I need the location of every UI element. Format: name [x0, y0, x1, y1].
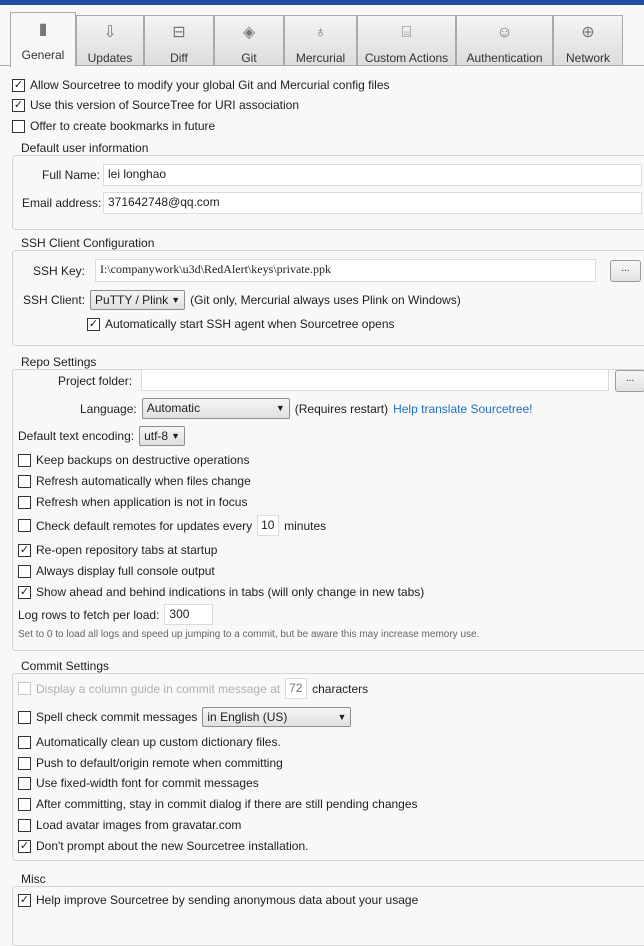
- select-value: PuTTY / Plink: [95, 293, 169, 307]
- checkbox-checked-icon: ✓: [19, 585, 30, 598]
- checkbox-label: After committing, stay in commit dialog if there are still pending changes: [36, 797, 418, 811]
- console-output-checkbox[interactable]: [18, 564, 215, 578]
- tab-authentication[interactable]: [456, 15, 553, 66]
- tab-git[interactable]: [214, 15, 284, 66]
- checkbox-checked-icon: ✓: [13, 98, 24, 111]
- checkbox-icon: [18, 496, 31, 509]
- ssh-agent-checkbox[interactable]: [87, 317, 395, 331]
- group-title: Default user information: [18, 141, 151, 155]
- ssh-client-label: SSH Client:: [23, 293, 86, 307]
- log-rows-note: Set to 0 to load all logs and speed up jumping to a commit, but be aware this may increase memory use.: [18, 629, 480, 640]
- ssh-key-input[interactable]: I:\companywork\u3d\RedAlert\keys\private.ppk: [95, 259, 596, 282]
- log-rows-input[interactable]: 300: [164, 604, 213, 625]
- spell-check-row: [18, 707, 351, 727]
- tab-divider: [0, 65, 644, 66]
- ahead-behind-checkbox[interactable]: [18, 585, 424, 599]
- cleanup-dictionary-checkbox[interactable]: [18, 735, 281, 749]
- improve-sourcetree-checkbox[interactable]: [18, 893, 418, 907]
- checkbox-icon: [18, 565, 31, 578]
- column-guide-row: [18, 678, 368, 699]
- globe-icon: ⊕: [581, 24, 595, 41]
- push-on-commit-checkbox[interactable]: [18, 756, 283, 770]
- checkbox-label: Offer to create bookmarks in future: [30, 119, 216, 133]
- ssh-client-select[interactable]: [90, 290, 185, 310]
- checkbox-checked-icon: ✓: [19, 839, 30, 852]
- restart-note: (Requires restart): [294, 401, 389, 416]
- chevron-down-icon: ▼: [171, 295, 181, 305]
- tab-general[interactable]: [10, 12, 76, 67]
- checkbox-label: Use fixed-width font for commit messages: [36, 776, 259, 790]
- chevron-down-icon: ▼: [337, 712, 347, 722]
- checkbox-icon: [18, 682, 31, 695]
- refresh-focus-checkbox[interactable]: [18, 495, 247, 509]
- toggle-icon: ▮: [38, 21, 48, 38]
- window-title-bar: [0, 0, 644, 5]
- tab-mercurial[interactable]: [284, 15, 357, 66]
- fixed-width-font-checkbox[interactable]: [18, 776, 259, 790]
- checkbox-label: Display a column guide in commit message at: [36, 681, 281, 696]
- checkbox-icon: [18, 777, 31, 790]
- email-label: Email address:: [22, 196, 102, 210]
- project-folder-browse-button[interactable]: ...: [615, 370, 644, 392]
- checkbox-label: Use this version of SourceTree for URI association: [30, 98, 299, 112]
- project-folder-label: Project folder:: [58, 374, 133, 388]
- spell-language-select[interactable]: [202, 707, 351, 727]
- checkbox-checked-icon: ✓: [13, 78, 24, 91]
- user-icon: ☺: [496, 24, 513, 41]
- checkbox-icon: [18, 736, 31, 749]
- tab-custom-actions[interactable]: [357, 15, 456, 66]
- git-icon: ◈: [242, 24, 256, 41]
- group-title: Commit Settings: [18, 659, 112, 673]
- checkbox-label: Allow Sourcetree to modify your global Git and Mercurial config files: [30, 78, 390, 92]
- checkbox-label: Load avatar images from gravatar.com: [36, 818, 242, 832]
- checkbox-label: Automatically clean up custom dictionary files.: [36, 735, 281, 749]
- gravatar-checkbox[interactable]: [18, 818, 241, 832]
- checkbox-icon: [18, 475, 31, 488]
- help-translate-link[interactable]: Help translate Sourcetree!: [393, 401, 533, 416]
- checkbox-icon: [12, 120, 25, 133]
- chevron-down-icon: ▼: [275, 403, 285, 413]
- tab-label: Authentication: [466, 51, 543, 65]
- tab-label: Mercurial: [295, 51, 346, 65]
- tab-strip: [0, 12, 644, 66]
- checkbox-icon: [18, 519, 31, 532]
- stay-in-commit-dialog-checkbox[interactable]: [18, 797, 418, 811]
- full-name-input[interactable]: lei longhao: [103, 164, 642, 186]
- ssh-key-browse-button[interactable]: ...: [610, 260, 641, 282]
- diff-icon: ⊟: [172, 24, 186, 41]
- project-folder-input[interactable]: [141, 369, 609, 391]
- email-input[interactable]: 371642748@qq.com: [103, 192, 642, 214]
- ssh-client-note: (Git only, Mercurial always uses Plink on Windows): [190, 293, 461, 307]
- language-label: Language:: [80, 401, 137, 416]
- checkbox-icon: [18, 454, 31, 467]
- column-guide-checkbox[interactable]: [18, 682, 280, 696]
- checkbox-icon: [18, 819, 31, 832]
- encoding-label: Default text encoding:: [18, 429, 135, 443]
- full-name-label: Full Name:: [42, 168, 101, 182]
- reopen-tabs-checkbox[interactable]: [18, 543, 217, 557]
- no-prompt-installation-checkbox[interactable]: [18, 839, 308, 853]
- checkbox-icon: [18, 798, 31, 811]
- group-title: SSH Client Configuration: [18, 236, 157, 250]
- tab-network[interactable]: [553, 15, 623, 66]
- tab-label: Updates: [87, 51, 133, 65]
- select-value: Automatic: [146, 401, 201, 415]
- checkbox-label: Check default remotes for updates every: [36, 518, 253, 533]
- select-value: utf-8: [144, 429, 169, 443]
- uri-association-checkbox[interactable]: [12, 98, 299, 112]
- encoding-row: [18, 426, 185, 446]
- checkbox-label: Always display full console output: [36, 564, 215, 578]
- tab-label: Git: [241, 51, 257, 65]
- checkbox-label: Help improve Sourcetree by sending anonymous data about your usage: [36, 893, 419, 907]
- tab-label: Diff: [170, 51, 188, 65]
- checkbox-icon: [18, 711, 31, 724]
- keep-backups-checkbox[interactable]: [18, 453, 249, 467]
- ssh-key-label: SSH Key:: [33, 264, 86, 278]
- tab-label: Network: [565, 51, 610, 65]
- refresh-files-checkbox[interactable]: [18, 474, 251, 488]
- check-remotes-row: [18, 515, 326, 536]
- checkbox-checked-icon: ✓: [19, 893, 30, 906]
- spell-check-checkbox[interactable]: [18, 710, 197, 724]
- checkbox-label: Spell check commit messages: [36, 710, 198, 724]
- tab-label: General: [21, 48, 65, 62]
- encoding-select[interactable]: [139, 426, 185, 446]
- mercurial-icon: ♁: [314, 24, 327, 41]
- tab-updates[interactable]: [76, 15, 144, 66]
- checkbox-icon: [18, 757, 31, 770]
- checkbox-label: Automatically start SSH agent when Sourcetree opens: [105, 317, 395, 331]
- checkbox-checked-icon: ✓: [19, 543, 30, 556]
- language-select[interactable]: [142, 398, 290, 419]
- check-remotes-checkbox[interactable]: [18, 519, 252, 533]
- tab-diff[interactable]: [144, 15, 214, 66]
- checkbox-label: Refresh automatically when files change: [36, 474, 251, 488]
- checkbox-checked-icon: ✓: [88, 317, 99, 330]
- checkbox-label: Push to default/origin remote when committing: [36, 756, 283, 770]
- ssh-client-row: [23, 290, 461, 310]
- download-icon: ⇩: [103, 24, 117, 41]
- checkbox-label: Show ahead and behind indications in tabs (will only change in new tabs): [36, 585, 425, 599]
- checkbox-label: Refresh when application is not in focus: [36, 495, 248, 509]
- column-guide-input[interactable]: 72: [285, 678, 307, 699]
- checkbox-label: Re-open repository tabs at startup: [36, 543, 218, 557]
- allow-modify-checkbox[interactable]: [12, 78, 390, 92]
- chevron-down-icon: ▼: [171, 431, 181, 441]
- check-minutes-input[interactable]: 10: [257, 515, 279, 536]
- checkbox-label: Keep backups on destructive operations: [36, 453, 250, 467]
- group-title: Repo Settings: [18, 355, 99, 369]
- minutes-label: minutes: [284, 518, 327, 533]
- log-rows-row: [18, 604, 213, 625]
- custom-actions-icon: ⌸: [401, 24, 412, 41]
- characters-label: characters: [312, 681, 369, 696]
- group-title: Misc: [18, 872, 49, 886]
- tab-label: Custom Actions: [364, 51, 449, 65]
- checkbox-label: Don't prompt about the new Sourcetree installation.: [36, 839, 309, 853]
- offer-bookmarks-checkbox[interactable]: [12, 119, 215, 133]
- select-value: in English (US): [207, 710, 288, 724]
- language-row: [80, 398, 533, 419]
- log-rows-label: Log rows to fetch per load:: [18, 607, 160, 622]
